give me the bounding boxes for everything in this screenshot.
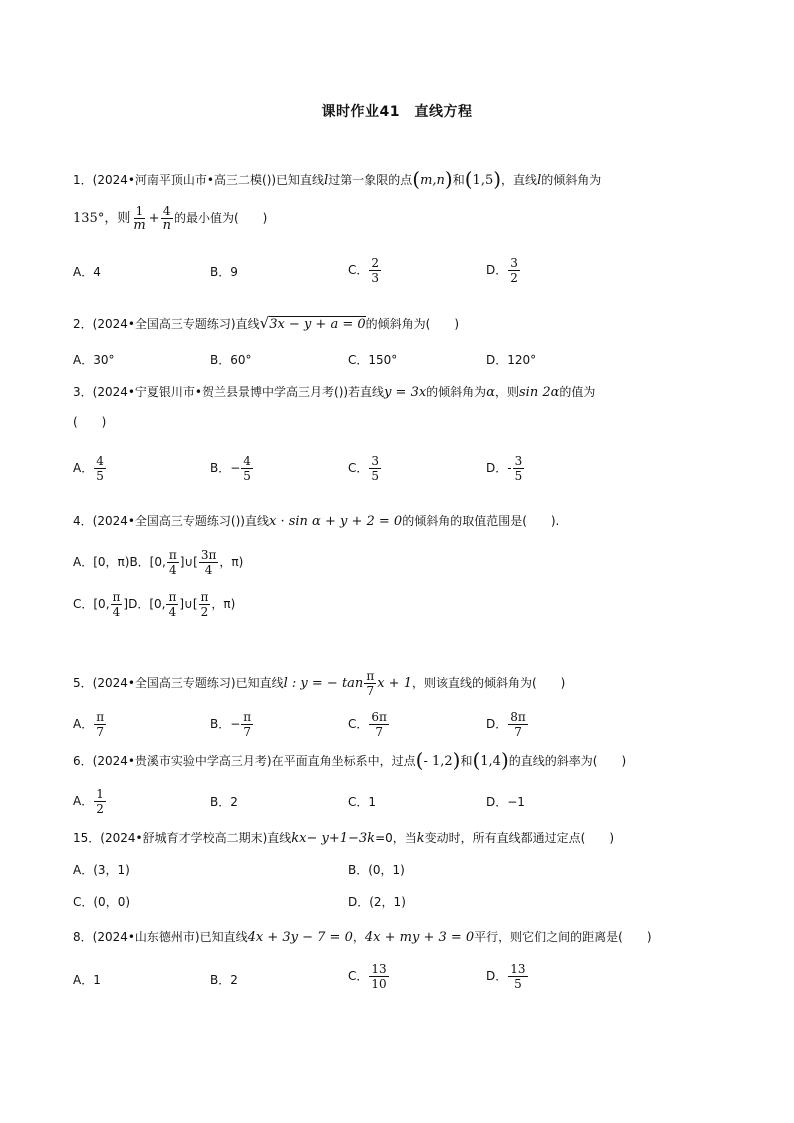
question-1-prefix: 1．(2024•河南平顶山市•高三二模())已知直线 bbox=[73, 173, 325, 187]
line-symbol: l bbox=[537, 173, 542, 188]
question-2-text: 的倾斜角为( ) bbox=[365, 317, 460, 331]
q1-option-a[interactable]: A．4 bbox=[73, 265, 101, 279]
question-8-prefix: 8．(2024•山东德州市)已知直线 bbox=[73, 930, 248, 944]
question-1-stem: 1．(2024•河南平顶山市•高三二模())已知直线l过第一象限的点(m,n)和(1,5)，直线l的倾斜角为 bbox=[73, 167, 602, 191]
question-4-stem bbox=[73, 513, 559, 530]
q3-option-b[interactable]: B．− $\frac{4}{5}$ bbox=[210, 454, 251, 483]
fraction-4-over-n: $\frac{4}{n}$ bbox=[162, 204, 171, 233]
q15-option-c[interactable]: C．(0，0) bbox=[73, 895, 131, 909]
question-5-stem: 5．(2024•全国高三专题练习)已知直线l : y = − tan $\frac{\pi}{7}$ x + 1，则该直线的倾斜角为( ) bbox=[73, 669, 566, 698]
q6-option-b[interactable]: B．2 bbox=[210, 795, 238, 809]
q2-option-b[interactable]: B．60° bbox=[210, 353, 252, 367]
line-equation-2: 4x + my + 3 = 0 bbox=[364, 930, 475, 945]
question-1-text: 的倾斜角为 bbox=[541, 173, 602, 187]
q6-option-c[interactable]: C．1 bbox=[348, 795, 377, 809]
q3-option-d[interactable]: D．- $\frac{3}{5}$ bbox=[486, 454, 523, 483]
point-neg1-2: - 1,2 bbox=[423, 754, 453, 769]
question-2-prefix: 2．(2024•全国高三专题练习)直线 bbox=[73, 317, 260, 331]
q2-option-c[interactable]: C．150° bbox=[348, 353, 398, 367]
line-equation-tail: x + 1 bbox=[377, 676, 412, 691]
q15-option-d[interactable]: D．(2，1) bbox=[348, 895, 406, 909]
question-4-prefix: 4．(2024•全国高三专题练习())直线 bbox=[73, 514, 269, 528]
q5-option-d[interactable]: D． $\frac{8\pi}{7}$ bbox=[486, 710, 526, 739]
question-2-stem bbox=[73, 315, 459, 333]
question-6-stem: 6．(2024•贵溪市实验中学高三月考)在平面直角坐标系中，过点(- 1,2)和(1,4)的直线的斜率为( ) bbox=[73, 748, 627, 772]
q3-option-c[interactable]: C． $\frac{3}{5}$ bbox=[348, 454, 380, 483]
q4-option-d[interactable]: D．[0, bbox=[128, 597, 166, 611]
question-1-and: 和 bbox=[452, 173, 465, 187]
q5-option-a[interactable]: A． $\frac{\pi}{7}$ bbox=[73, 710, 105, 739]
q5-option-b[interactable]: B．− $\frac{\pi}{7}$ bbox=[210, 710, 252, 739]
point-mn: m,n bbox=[420, 173, 445, 188]
q15-option-a[interactable]: A．(3，1) bbox=[73, 863, 130, 877]
question-3-stem bbox=[73, 384, 595, 401]
question-3-text: 的倾斜角为 bbox=[426, 385, 487, 399]
q1-option-d[interactable]: D． $\frac{3}{2}$ bbox=[486, 256, 518, 285]
question-1-text: 过第一象限的点 bbox=[328, 173, 413, 187]
question-3-prefix: 3．(2024•宁夏银川市•贺兰县景博中学高三月考())若直线 bbox=[73, 385, 385, 399]
page-title: 课时作业41 直线方程 bbox=[321, 104, 473, 120]
q4-option-b[interactable]: B．[0, bbox=[129, 555, 166, 569]
question-1-angle: 135°，则 bbox=[73, 211, 131, 226]
q8-option-a[interactable]: A．1 bbox=[73, 973, 101, 987]
question-5-text: ，则该直线的倾斜角为( ) bbox=[411, 676, 566, 690]
question-1-text: ，直线 bbox=[501, 173, 538, 187]
line-equation: l : y = − tan bbox=[283, 676, 364, 691]
line-equation-1: 4x + 3y − 7 = 0 bbox=[247, 930, 353, 945]
q4-option-a[interactable]: A．[0，π) bbox=[73, 555, 130, 569]
q4-option-ab[interactable]: A．[0，π)B．[0, $\frac{\pi}{4}$ ]∪[ $\frac{3\pi}{4}$ ，π) bbox=[73, 548, 244, 577]
q2-option-d[interactable]: D．120° bbox=[486, 353, 537, 367]
line-equation: y = 3x bbox=[384, 385, 427, 400]
question-15-prefix: 15．(2024•舒城育才学校高二期末)直线 bbox=[73, 831, 292, 845]
q4-option-c[interactable]: C．[0, bbox=[73, 597, 110, 611]
question-15-stem bbox=[73, 830, 614, 847]
question-8-stem: 8．(2024•山东德州市)已知直线4x + 3y − 7 = 0，4x + my + 3 = 0平行，则它们之间的距离是( ) bbox=[73, 930, 652, 945]
q6-option-a[interactable]: A． $\frac{1}{2}$ bbox=[73, 787, 104, 816]
line-equation: x · sin α + y + 2 = 0 bbox=[268, 514, 403, 529]
question-4-text: 的倾斜角的取值范围是( ). bbox=[402, 514, 560, 528]
question-3-text: 的值为 bbox=[559, 385, 596, 399]
q2-option-a[interactable]: A．30° bbox=[73, 353, 115, 367]
line-equation: kx− y+1−3k bbox=[291, 831, 376, 846]
q8-option-d[interactable]: D． $\frac{13}{5}$ bbox=[486, 962, 526, 991]
q8-option-b[interactable]: B．2 bbox=[210, 973, 238, 987]
question-1-stem-line2: 135°，则 $\frac{1}{m}$ + $\frac{4}{n}$ 的最小值为( ) bbox=[73, 204, 268, 233]
question-3-paren: ( ) bbox=[73, 415, 107, 429]
fraction-1-over-m: $\frac{1}{m}$ bbox=[133, 204, 146, 233]
line-equation: 3x − y + a = 0 bbox=[269, 317, 366, 332]
q1-option-b[interactable]: B．9 bbox=[210, 265, 238, 279]
alpha-symbol: α bbox=[486, 385, 495, 400]
question-8-text: 平行，则它们之间的距离是( ) bbox=[474, 930, 652, 944]
question-6-and: 和 bbox=[460, 754, 473, 768]
line-symbol: l bbox=[324, 173, 329, 188]
q6-option-d[interactable]: D．−1 bbox=[486, 795, 525, 809]
question-6-prefix: 6．(2024•贵溪市实验中学高三月考)在平面直角坐标系中，过点 bbox=[73, 754, 416, 768]
question-6-text: 的直线的斜率为( ) bbox=[508, 754, 627, 768]
q5-option-c[interactable]: C． $\frac{6\pi}{7}$ bbox=[348, 710, 387, 739]
q4-option-cd[interactable]: C．[0, $\frac{\pi}{4}$ ]D．[0, $\frac{\pi}{4}$ ]∪[ $\frac{\pi}{2}$ ，π) bbox=[73, 590, 236, 619]
sin-expression: sin 2α bbox=[518, 385, 560, 400]
q3-option-a[interactable]: A． $\frac{4}{5}$ bbox=[73, 454, 104, 483]
k-symbol: k bbox=[416, 831, 425, 846]
question-15-text: 变动时，所有直线都通过定点( ) bbox=[424, 831, 615, 845]
q1-option-c[interactable]: C． $\frac{2}{3}$ bbox=[348, 256, 380, 285]
sqrt-icon: √ bbox=[259, 314, 270, 332]
point-1-4: 1,4 bbox=[480, 754, 501, 769]
question-15-text: =0，当 bbox=[375, 831, 417, 845]
point-15: 1,5 bbox=[472, 173, 494, 188]
question-1-text: 的最小值为( ) bbox=[173, 211, 268, 225]
q8-option-c[interactable]: C． $\frac{13}{10}$ bbox=[348, 962, 387, 991]
question-3-text: ，则 bbox=[494, 385, 519, 399]
q15-option-b[interactable]: B．(0，1) bbox=[348, 863, 405, 877]
question-5-prefix: 5．(2024•全国高三专题练习)已知直线 bbox=[73, 676, 284, 690]
